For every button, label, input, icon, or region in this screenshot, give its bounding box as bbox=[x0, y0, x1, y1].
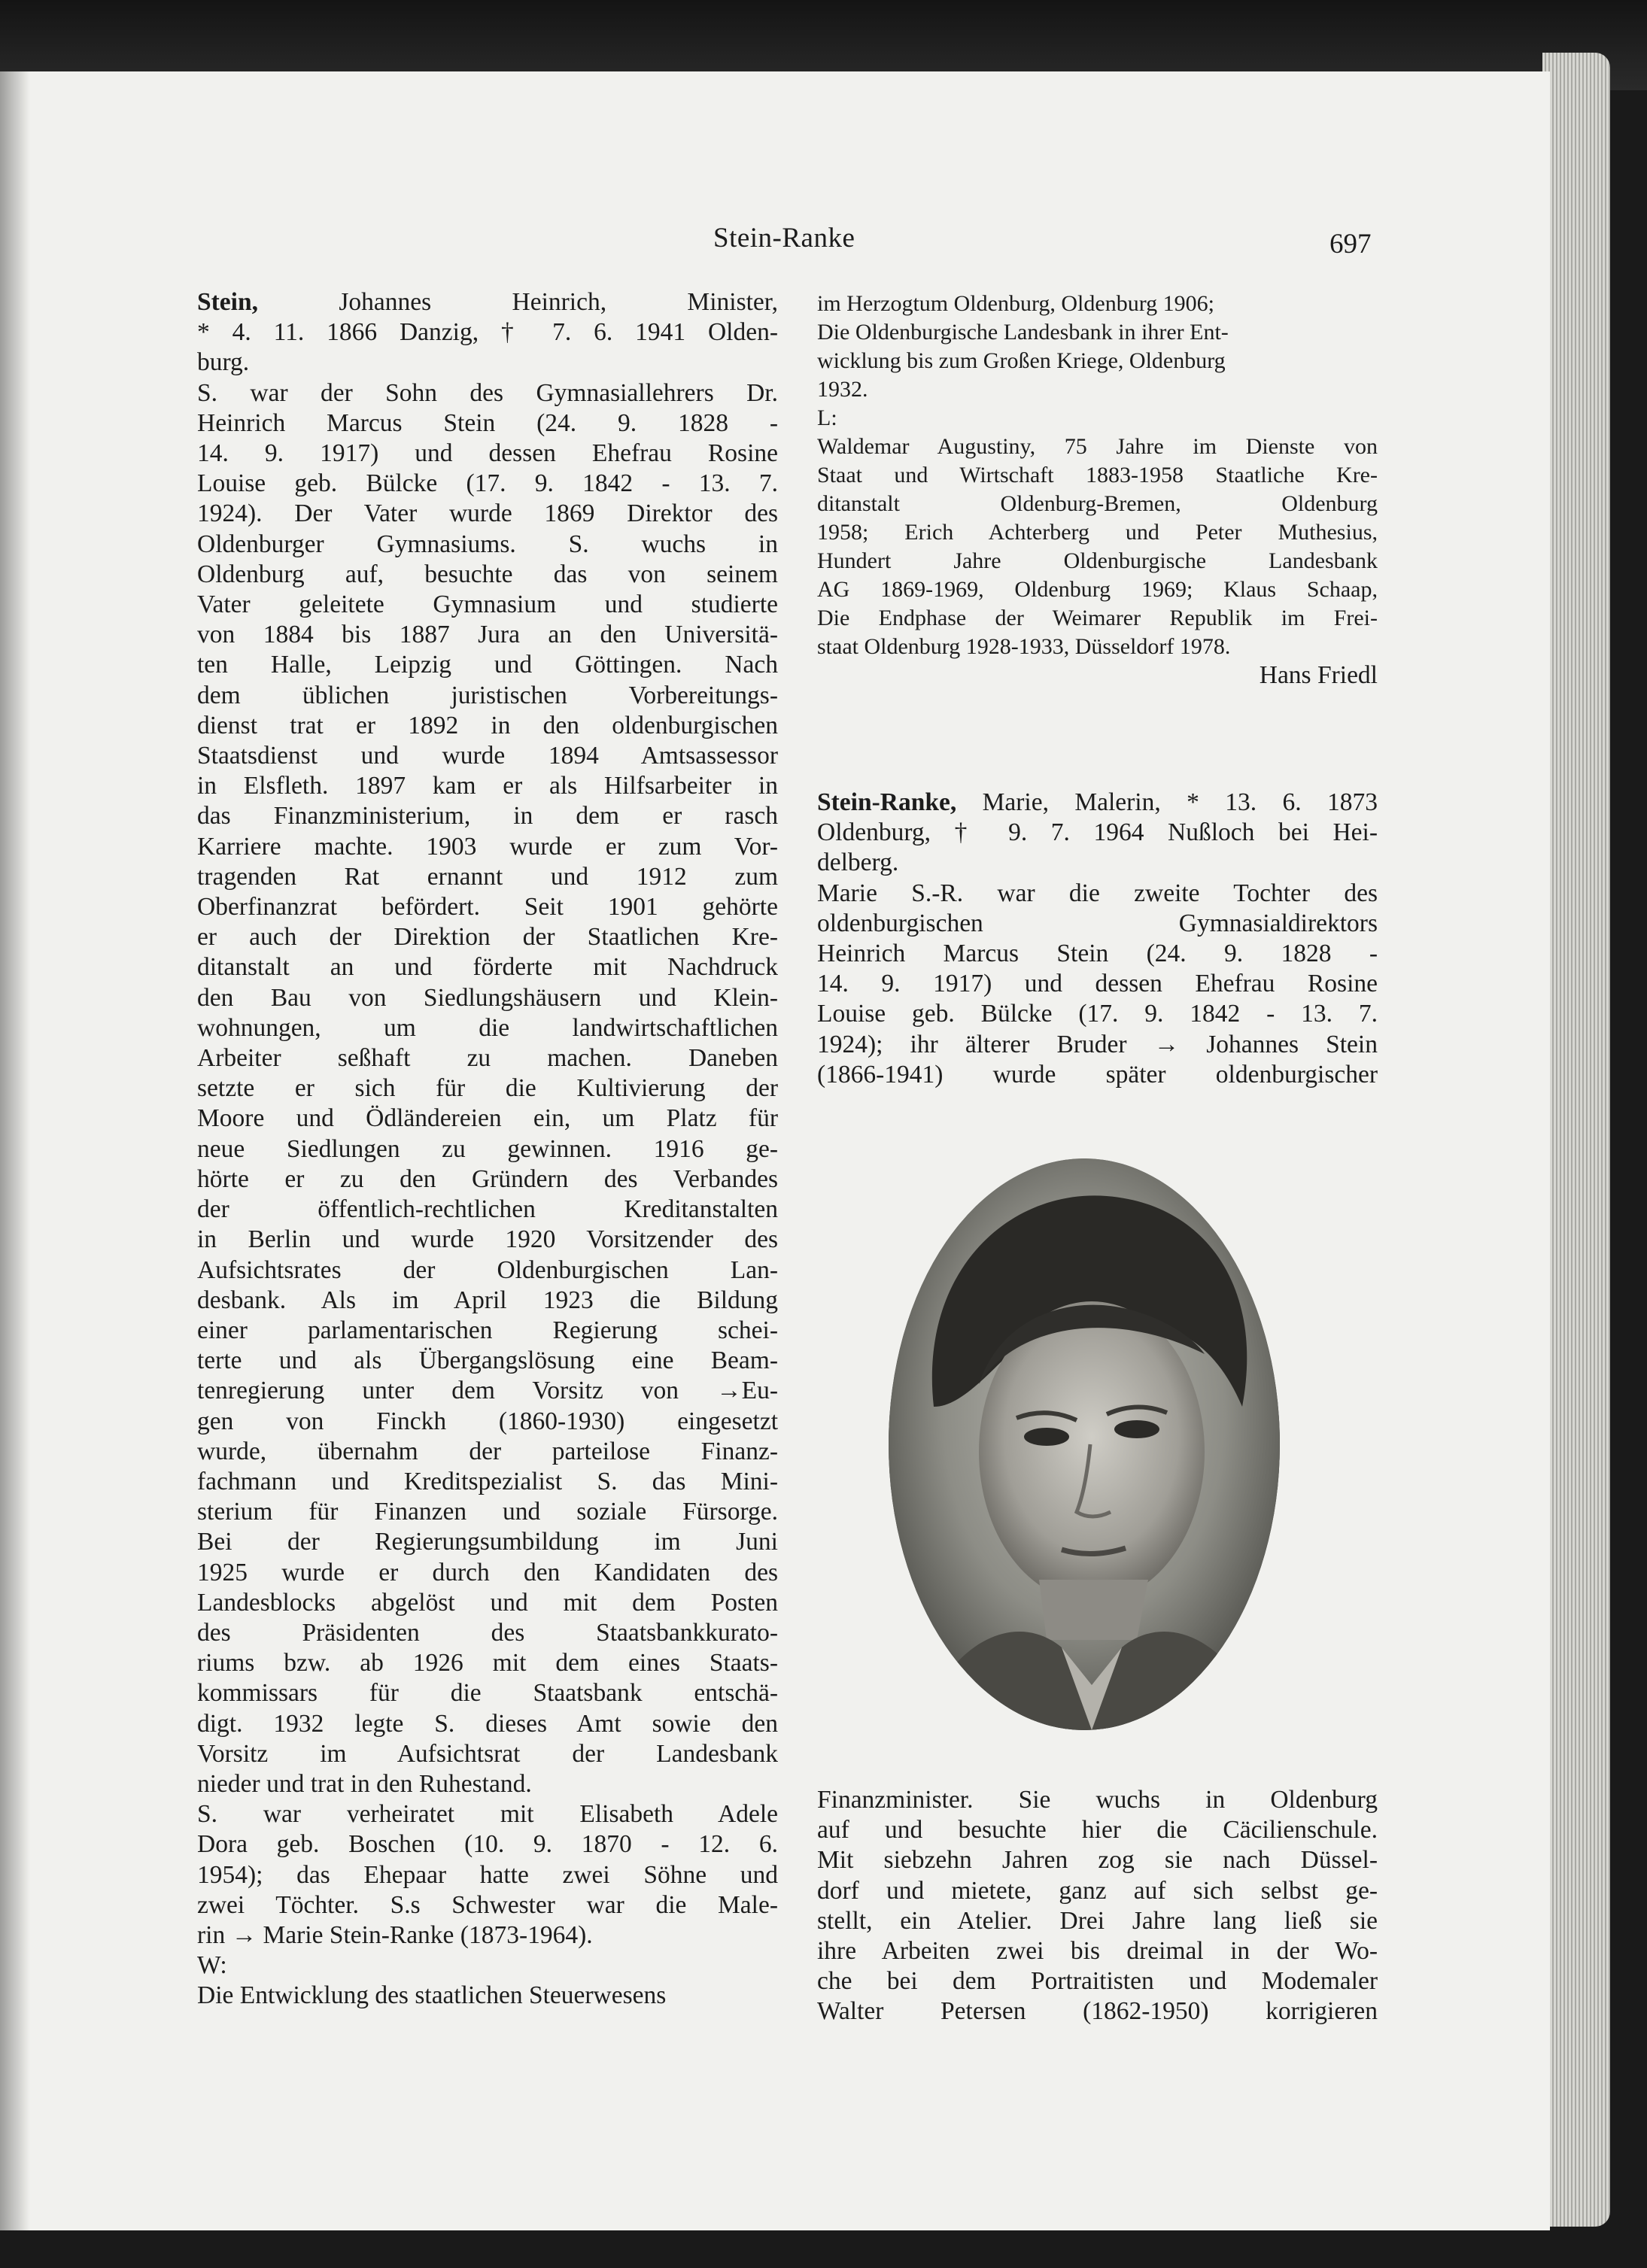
text-line: tenregierung unter dem Vorsitz von →Eu- bbox=[197, 1377, 778, 1405]
text-line: Mit siebzehn Jahren zog sie nach Düssel- bbox=[817, 1846, 1378, 1875]
text-line: kommissars für die Staatsbank entschä- bbox=[197, 1679, 778, 1708]
text-line: dienst trat er 1892 in den oldenburgischen bbox=[197, 711, 778, 739]
running-head: Stein-Ranke bbox=[713, 223, 855, 254]
bibliography-line: 1932. bbox=[817, 377, 868, 402]
text-line: Karriere machte. 1903 wurde er zum Vor- bbox=[197, 832, 778, 861]
text-line: gen von Finckh (1860-1930) eingesetzt bbox=[197, 1407, 778, 1435]
text-line: Heinrich Marcus Stein (24. 9. 1828 - bbox=[817, 940, 1378, 968]
bibliography-line: im Herzogtum Oldenburg, Oldenburg 1906; bbox=[817, 291, 1214, 316]
text-line: Oldenburger Gymnasiums. S. wuchs in bbox=[197, 530, 778, 558]
text-line: den Bau von Siedlungshäusern und Klein- bbox=[197, 983, 778, 1012]
bibliography-line: Die Oldenburgische Landesbank in ihrer Ent- bbox=[817, 320, 1229, 345]
text-line: * 4. 11. 1866 Danzig, † 7. 6. 1941 Olden- bbox=[197, 318, 778, 347]
bibliography-line: L: bbox=[817, 405, 837, 430]
text-line: Staatsdienst und wurde 1894 Amtsassessor bbox=[197, 742, 778, 770]
text-line: wurde, übernahm der parteilose Finanz- bbox=[197, 1437, 778, 1465]
text-line: Stein, Johannes Heinrich, Minister, bbox=[197, 288, 778, 316]
bibliography-line: staat Oldenburg 1928-1933, Düsseldorf 1978. bbox=[817, 634, 1231, 659]
text-line: das Finanzministerium, in dem er rasch bbox=[197, 802, 778, 830]
text-line: ten Halle, Leipzig und Göttingen. Nach bbox=[197, 651, 778, 679]
text-line: Aufsichtsrates der Oldenburgischen Lan- bbox=[197, 1255, 778, 1284]
text-line: 1924); ihr älterer Bruder → Johannes Stein bbox=[817, 1030, 1378, 1058]
author-name: Hans Friedl bbox=[1259, 661, 1378, 689]
text-line: in Berlin und wurde 1920 Vorsitzender des bbox=[197, 1225, 778, 1254]
text-line: burg. bbox=[197, 348, 250, 377]
text-line: zwei Töchter. S.s Schwester war die Male- bbox=[197, 1890, 778, 1919]
text-line: S. war der Sohn des Gymnasiallehrers Dr. bbox=[197, 378, 778, 407]
text-line: Louise geb. Bülcke (17. 9. 1842 - 13. 7. bbox=[817, 1000, 1378, 1028]
text-line: oldenburgischen Gymnasialdirektors bbox=[817, 909, 1378, 937]
text-line: rin → Marie Stein-Ranke (1873-1964). bbox=[197, 1920, 593, 1949]
text-line: Die Entwicklung des staatlichen Steuerwesens bbox=[197, 1981, 667, 2010]
text-line: Finanzminister. Sie wuchs in Oldenburg bbox=[817, 1786, 1378, 1814]
page-number: 697 bbox=[1329, 229, 1372, 260]
text-line: Bei der Regierungsumbildung im Juni bbox=[197, 1528, 778, 1556]
gutter-shadow bbox=[0, 71, 30, 2230]
text-line: 14. 9. 1917) und dessen Ehefrau Rosine bbox=[817, 970, 1378, 998]
text-line: hörte er zu den Gründern des Verbandes bbox=[197, 1164, 778, 1193]
text-line: S. war verheiratet mit Elisabeth Adele bbox=[197, 1800, 778, 1829]
text-line: von 1884 bis 1887 Jura an den Universitä- bbox=[197, 621, 778, 649]
text-line: Vater geleitete Gymnasium und studierte bbox=[197, 591, 778, 619]
entry-headword: Stein-Ranke, bbox=[817, 788, 957, 816]
bibliography-line: 1958; Erich Achterberg und Peter Muthesius, bbox=[817, 520, 1378, 545]
text-line: W: bbox=[197, 1951, 227, 1980]
text-line: Stein-Ranke, Marie, Malerin, * 13. 6. 1873 bbox=[817, 788, 1378, 816]
bibliography-line: Staat und Wirtschaft 1883-1958 Staatliche Kre- bbox=[817, 463, 1378, 487]
bibliography-line: Waldemar Augustiny, 75 Jahre im Dienste von bbox=[817, 434, 1378, 459]
text-line: 1924). Der Vater wurde 1869 Direktor des bbox=[197, 499, 778, 528]
text-line: delberg. bbox=[817, 849, 899, 877]
text-line: Oldenburg auf, besuchte das von seinem bbox=[197, 560, 778, 588]
text-line: tragenden Rat ernannt und 1912 zum bbox=[197, 862, 778, 891]
page-header bbox=[0, 222, 1565, 267]
text-line: fachmann und Kreditspezialist S. das Mini- bbox=[197, 1467, 778, 1495]
text-line: Moore und Ödländereien ein, um Platz für bbox=[197, 1104, 778, 1133]
entry-stein-bibliography bbox=[817, 290, 1378, 690]
bibliography-line: wicklung bis zum Großen Kriege, Oldenburg bbox=[817, 348, 1226, 373]
text-line: Oldenburg, † 9. 7. 1964 Nußloch bei Hei- bbox=[817, 818, 1378, 847]
text-line: Louise geb. Bülcke (17. 9. 1842 - 13. 7. bbox=[197, 469, 778, 498]
page-edges bbox=[1542, 53, 1610, 2227]
text-line: Walter Petersen (1862-1950) korrigieren bbox=[817, 1997, 1378, 2026]
text-line: stellt, ein Atelier. Drei Jahre lang ließ sie bbox=[817, 1906, 1378, 1935]
oval-portrait-photo bbox=[889, 1158, 1280, 1730]
text-line: che bei dem Portraitisten und Modemaler bbox=[817, 1967, 1378, 1996]
text-line: Dora geb. Boschen (10. 9. 1870 - 12. 6. bbox=[197, 1830, 778, 1859]
text-line: dem üblichen juristischen Vorbereitungs- bbox=[197, 681, 778, 709]
text-line: 1925 wurde er durch den Kandidaten des bbox=[197, 1558, 778, 1586]
text-line: Arbeiter seßhaft zu machen. Daneben bbox=[197, 1044, 778, 1073]
bibliography-line: AG 1869-1969, Oldenburg 1969; Klaus Schaap, bbox=[817, 577, 1378, 602]
text-line: sterium für Finanzen und soziale Fürsorge. bbox=[197, 1498, 778, 1526]
bibliography-line: ditanstalt Oldenburg-Bremen, Oldenburg bbox=[817, 491, 1378, 516]
text-line: Heinrich Marcus Stein (24. 9. 1828 - bbox=[197, 408, 778, 437]
text-line: Vorsitz im Aufsichtsrat der Landesbank bbox=[197, 1739, 778, 1768]
text-line: ihre Arbeiten zwei bis dreimal in der Wo- bbox=[817, 1937, 1378, 1966]
text-line: digt. 1932 legte S. dieses Amt sowie den bbox=[197, 1709, 778, 1738]
text-line: desbank. Als im April 1923 die Bildung bbox=[197, 1286, 778, 1314]
entry-stein-ranke-column bbox=[817, 788, 1378, 1090]
text-line: wohnungen, um die landwirtschaftlichen bbox=[197, 1013, 778, 1042]
text-line: neue Siedlungen zu gewinnen. 1916 ge- bbox=[197, 1134, 778, 1163]
portrait-icon bbox=[889, 1158, 1280, 1730]
text-line: Landesblocks abgelöst und mit dem Posten bbox=[197, 1588, 778, 1617]
text-line: riums bzw. ab 1926 mit dem eines Staats- bbox=[197, 1649, 778, 1677]
text-line: auf und besuchte hier die Cäcilienschule. bbox=[817, 1816, 1378, 1844]
text-line: ditanstalt an und förderte mit Nachdruck bbox=[197, 953, 778, 982]
text-line: Oberfinanzrat befördert. Seit 1901 gehörte bbox=[197, 893, 778, 921]
text-line: einer parlamentarischen Regierung schei- bbox=[197, 1316, 778, 1344]
bibliography-line: Die Endphase der Weimarer Republik im Frei- bbox=[817, 606, 1378, 630]
text-line: dorf und mietete, ganz auf sich selbst ge- bbox=[817, 1876, 1378, 1905]
entry-stein-column bbox=[197, 287, 778, 2011]
text-line: nieder und trat in den Ruhestand. bbox=[197, 1769, 532, 1798]
text-line: der öffentlich-rechtlichen Kreditanstalten bbox=[197, 1195, 778, 1224]
text-line: des Präsidenten des Staatsbankkurato- bbox=[197, 1618, 778, 1647]
entry-headword: Stein, bbox=[197, 288, 258, 316]
text-line: setzte er sich für die Kultivierung der bbox=[197, 1074, 778, 1103]
text-line: 14. 9. 1917) und dessen Ehefrau Rosine bbox=[197, 439, 778, 468]
text-line: (1866-1941) wurde später oldenburgischer bbox=[817, 1060, 1378, 1088]
text-line: Marie S.-R. war die zweite Tochter des bbox=[817, 879, 1378, 907]
entry-stein-ranke-continued bbox=[817, 1785, 1378, 2027]
bibliography-line: Hundert Jahre Oldenburgische Landesbank bbox=[817, 548, 1378, 573]
text-line: er auch der Direktion der Staatlichen Kre- bbox=[197, 923, 778, 952]
text-line: 1954); das Ehepaar hatte zwei Söhne und bbox=[197, 1860, 778, 1889]
text-line: terte und als Übergangslösung eine Beam- bbox=[197, 1347, 778, 1375]
text-line: in Elsfleth. 1897 kam er als Hilfsarbeiter in bbox=[197, 772, 778, 800]
